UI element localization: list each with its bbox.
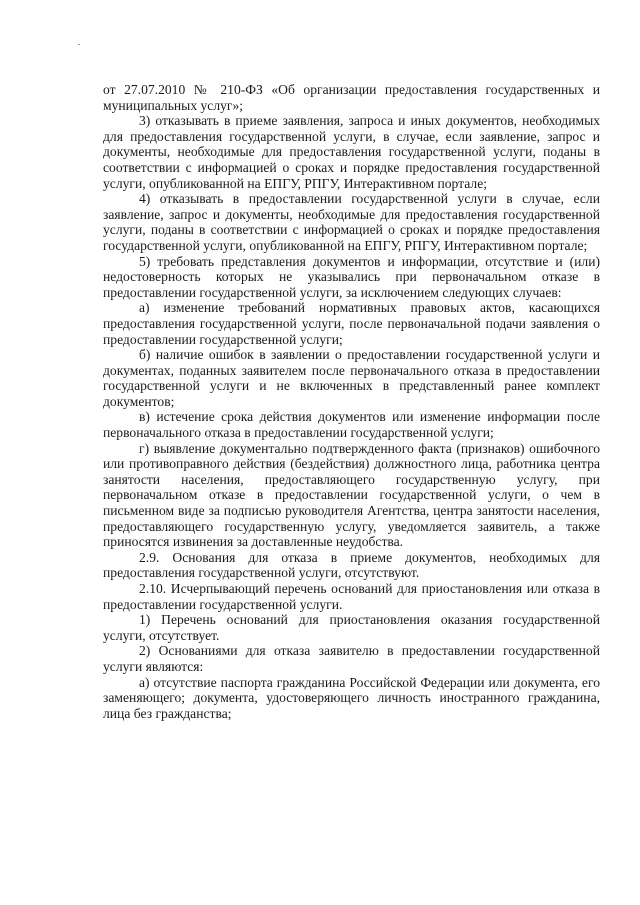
paragraph-item-5: 5) требовать представления документов и информации, отсутствие и (или) недостоверность которых не указывались при первоначальном отказе в предоставлении государственной услуги, за исключением следующих случаев: [103,253,600,300]
paragraph-subitem-v: в) истечение срока действия документов или изменение информации после первоначального отказа в предоставлении государственной услуги; [103,409,600,441]
paragraph-subitem-g: г) выявление документально подтвержденного факта (признаков) ошибочного или противоправного действия (бездействия) должностного лица, работника центра занятости населения, предоставляющего государственную услугу, при первоначальном отказе в предоставлении государственной услуги, о чем в письменном виде за подписью руководителя Агентства, центра занятости населения, предоставляющего государственную услугу, уведомляется заявитель, а также приносятся извинения за доставленные неудобства. [103,440,600,550]
paragraph-item-4: 4) отказывать в предоставлении государственной услуги в случае, если заявление, запрос и документы, необходимые для предоставления государственной услуги, поданы в соответствии с информацией о сроках и порядке предоставления государственной услуги, опубликованной на ЕПГУ, РПГУ, Интерактивном портале; [103,191,600,253]
scan-speck [78,44,80,45]
paragraph-section-2-9: 2.9. Основания для отказа в приеме документов, необходимых для предоставления государственной услуги, отсутствуют. [103,549,600,581]
document-page [103,82,600,721]
paragraph-law-reference: от 27.07.2010 № 210-ФЗ «Об организации предоставления государственных и муниципальных услуг»; [103,82,600,113]
paragraph-subitem-a: а) изменение требований нормативных правовых актов, касающихся предоставления государственной услуги, после первоначальной подачи заявления о предоставлении государственной услуги; [103,300,600,347]
paragraph-item-3: 3) отказывать в приеме заявления, запроса и иных документов, необходимых для предоставления государственной услуги, в случае, если заявление, запрос и документы, необходимые для предоставления государственной услуги, поданы в соответствии с информацией о сроках и порядке предоставления государственной услуги, опубликованной на ЕПГУ, РПГУ, Интерактивном портале; [103,113,600,191]
paragraph-2-10-subitem-a: а) отсутствие паспорта гражданина Российской Федерации или документа, его заменяющего; документа, удостоверяющего личность иностранного гражданина, лица без гражданства; [103,674,600,721]
paragraph-subitem-b: б) наличие ошибок в заявлении о предоставлении государственной услуги и документах, поданных заявителем после первоначального отказа в предоставлении государственной услуги и не включенных в представленный ранее комплект документов; [103,347,600,409]
paragraph-section-2-10: 2.10. Исчерпывающий перечень оснований для приостановления или отказа в предоставлении государственной услуги. [103,581,600,612]
paragraph-2-10-item-2: 2) Основаниями для отказа заявителю в предоставлении государственной услуги являются: [103,643,600,674]
paragraph-2-10-item-1: 1) Перечень оснований для приостановления оказания государственной услуги, отсутствует. [103,612,600,643]
